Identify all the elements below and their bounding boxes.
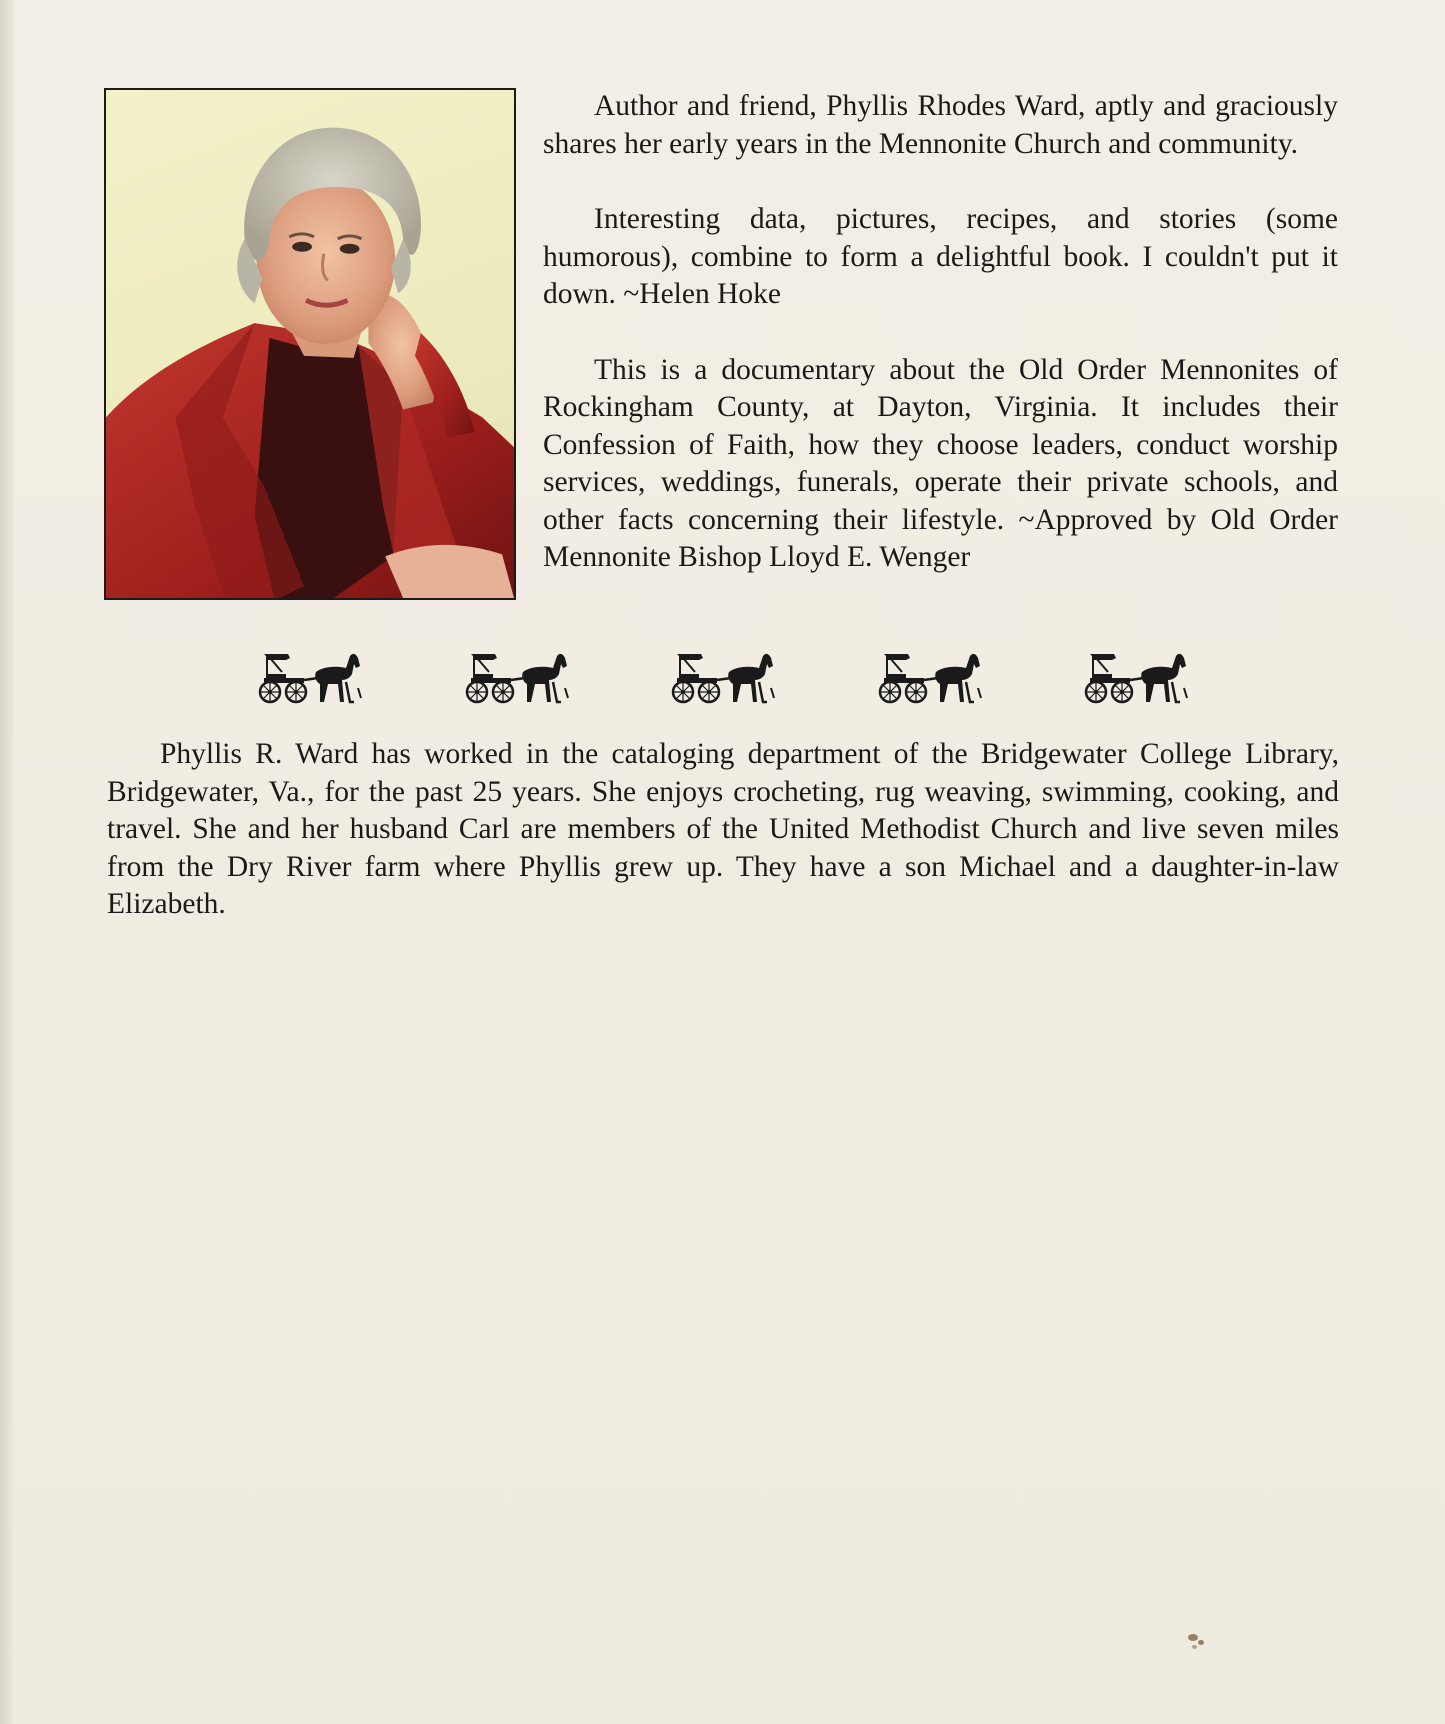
bio-paragraph: Phyllis R. Ward has worked in the cataloging department of the Bridgewater College Library, Bridgewater, Va., for the past 25 years. She enjoys crocheting, rug weaving, swimming, cooking, and travel. She and her husband Carl are members of the United Methodist Church and live seven miles from the Dry River farm where Phyllis grew up. They have a son Michael and a daughter-in-law Elizabeth.	[107, 738, 1339, 920]
review-paragraph: Author and friend, Phyllis Rhodes Ward, aptly and graciously shares her early years in the Mennonite Church and community.	[543, 90, 1338, 160]
horse-and-buggy-icon	[1084, 648, 1188, 706]
author-portrait-image	[106, 90, 514, 598]
review-text	[543, 88, 1338, 615]
horse-and-buggy-icon	[258, 648, 362, 706]
stain-speck	[1198, 1640, 1204, 1645]
stain-speck	[1192, 1645, 1197, 1649]
horse-and-buggy-icon	[465, 648, 569, 706]
horse-and-buggy-icon	[878, 648, 982, 706]
review-paragraph: This is a documentary about the Old Order Mennonites of Rockingham County, at Dayton, Virginia. It includes their Confession of Faith, how they choose leaders, conduct worship services, weddings, funerals, operate their private schools, and other facts concerning their lifestyle. ~Approved by Old Order Mennonite Bishop Lloyd E. Wenger	[543, 353, 1338, 573]
author-bio	[107, 736, 1339, 924]
ornament-divider	[258, 648, 1188, 706]
stain-speck	[1188, 1634, 1198, 1641]
review-paragraph: Interesting data, pictures, recipes, and stories (some humorous), combine to form a delightful book. I couldn't put it down. ~Helen Hoke	[543, 203, 1338, 310]
author-photo	[104, 88, 516, 600]
cover-spine-edge	[0, 0, 14, 1724]
horse-and-buggy-icon	[671, 648, 775, 706]
